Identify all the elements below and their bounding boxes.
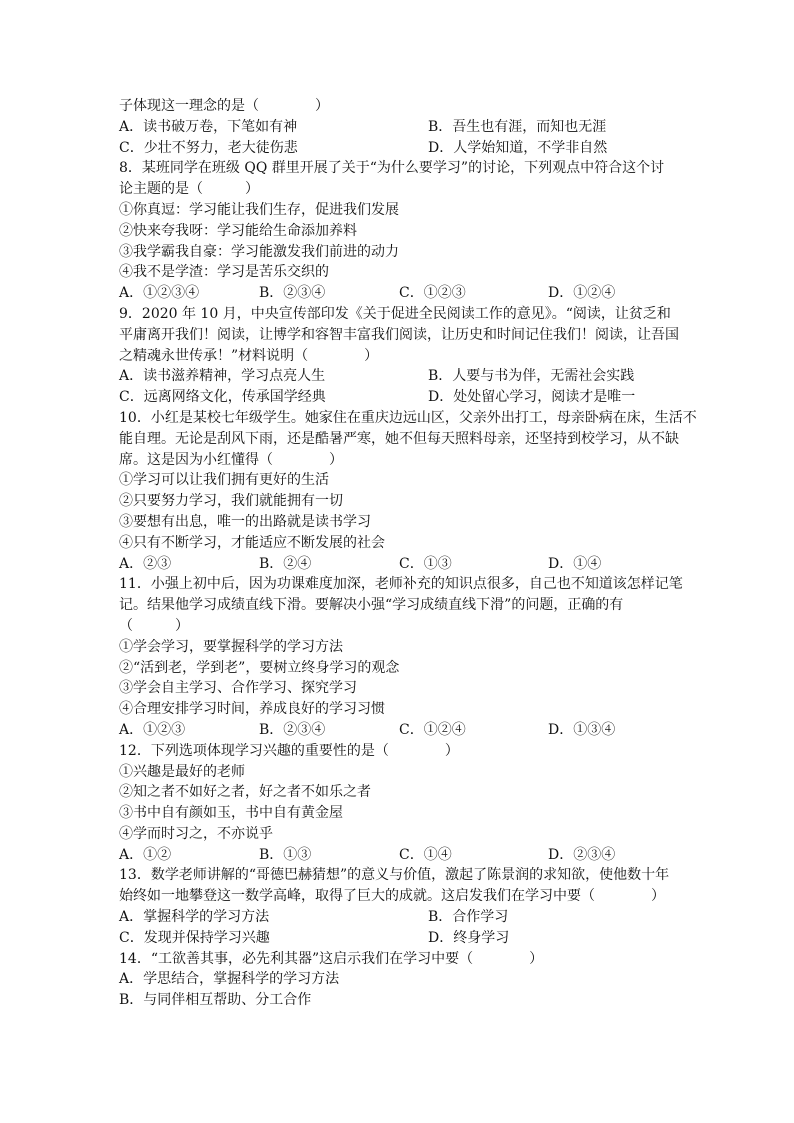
text-line: 始终如一地攀登这一数学高峰，取得了巨大的成就。这启发我们在学习中要（ ） — [119, 888, 665, 905]
answer-options — [119, 554, 679, 575]
answer-option: A．①② — [119, 846, 172, 863]
answer-option: A．读书滋养精神，学习点亮人生 — [119, 368, 326, 385]
answer-option: D．①②④ — [548, 285, 616, 302]
document-page — [119, 96, 697, 1011]
text-line: 8．某班同学在班级 QQ 群里开展了关于“为什么要学习”的讨论，下列观点中符合这个讨 — [119, 160, 665, 177]
answer-option: A．读书破万卷，下笔如有神 — [119, 118, 298, 135]
answer-option: D．①④ — [548, 555, 602, 572]
answer-option: D．①③④ — [548, 721, 616, 738]
text-line: ④合理安排学习时间，养成良好的学习习惯 — [119, 701, 385, 718]
answer-option: D．处处留心学习，阅读才是唯一 — [428, 389, 636, 406]
text-line: 之精魂永世传承！”材料说明（ ） — [119, 347, 379, 364]
answer-option: C．①④ — [399, 846, 452, 863]
text-line: ①你真逗：学习能让我们生存，促进我们发展 — [119, 201, 399, 218]
text-line: ②“活到老，学到老”，要树立终身学习的观念 — [119, 659, 400, 676]
answer-option: A．①②③④ — [119, 285, 200, 302]
answer-option: D．②③④ — [548, 846, 616, 863]
text-line: ③我学霸我自豪：学习能激发我们前进的动力 — [119, 243, 399, 260]
text-line: ①学会学习，要掌握科学的学习方法 — [119, 638, 343, 655]
text-line: ③书中自有颜如玉，书中自有黄金屋 — [119, 805, 343, 822]
text-line: 11．小强上初中后，因为功课难度加深，老师补充的知识点很多，自己也不知道该怎样记笔 — [119, 576, 683, 593]
answer-option: B．人要与书为伴，无需社会实践 — [428, 368, 635, 385]
answer-option: B．合作学习 — [428, 909, 509, 926]
answer-options — [119, 117, 679, 138]
answer-option: B．①③ — [259, 846, 312, 863]
text-line: 记。结果他学习成绩直线下滑。要解决小强“学习成绩直线下滑”的问题，正确的有 — [119, 597, 624, 614]
text-line: A．学思结合，掌握科学的学习方法 — [119, 971, 340, 988]
text-line: ④我不是学渣：学习是苦乐交织的 — [119, 264, 329, 281]
answer-option: C．①②④ — [399, 721, 466, 738]
text-line: 平庸离开我们！阅读，让博学和容智丰富我们阅读，让历史和时间记住我们！阅读，让吾国 — [119, 326, 679, 343]
answer-options — [119, 366, 679, 387]
answer-options — [119, 928, 679, 949]
answer-option: C．发现并保持学习兴趣 — [119, 929, 270, 946]
text-line: ①学习可以让我们拥有更好的生活 — [119, 472, 329, 489]
answer-options — [119, 907, 679, 928]
answer-options — [119, 387, 679, 408]
text-line: B．与同伴相互帮助、分工合作 — [119, 992, 312, 1009]
answer-option: A．掌握科学的学习方法 — [119, 909, 270, 926]
answer-option: D．终身学习 — [428, 929, 510, 946]
answer-option: C．少壮不努力，老大徒伤悲 — [119, 139, 298, 156]
text-line: ②只要努力学习，我们就能拥有一切 — [119, 493, 343, 510]
text-line: 子体现这一理念的是（ ） — [119, 98, 329, 114]
answer-option: A．①②③ — [119, 721, 186, 738]
text-line: 13．数学老师讲解的“哥德巴赫猜想”的意义与价值，激起了陈景润的求知欲，使他数十年 — [119, 867, 670, 884]
answer-option: C．远离网络文化，传承国学经典 — [119, 389, 326, 406]
text-line: 9．2020 年 10 月，中央宣传部印发《关于促进全民阅读工作的意见》。“阅读，让贫乏和 — [119, 305, 671, 322]
text-line: 能自理。无论是刮风下雨，还是酷暑严寒，她不但每天照料母亲，还坚持到校学习，从不缺 — [119, 430, 679, 447]
answer-option: B．吾生也有涯，而知也无涯 — [428, 118, 607, 135]
text-line: 12．下列选项体现学习兴趣的重要性的是（ ） — [119, 742, 459, 759]
text-line: ①兴趣是最好的老师 — [119, 763, 245, 780]
answer-options — [119, 138, 679, 159]
answer-options — [119, 720, 679, 741]
answer-option: C．①③ — [399, 555, 452, 572]
text-line: （ ） — [119, 617, 189, 634]
answer-option: A．②③ — [119, 555, 172, 572]
answer-option: B．②③④ — [259, 721, 326, 738]
text-line: ④只有不断学习，才能适应不断发展的社会 — [119, 534, 385, 551]
text-line: 论主题的是（ ） — [119, 181, 259, 198]
answer-options — [119, 283, 679, 304]
text-line: ②快来夸我呀：学习能给生命添加养料 — [119, 222, 357, 239]
text-line: 14．“工欲善其事，必先利其器”这启示我们在学习中要（ ） — [119, 950, 544, 967]
answer-options — [119, 845, 679, 866]
text-line: ④学而时习之，不亦说乎 — [119, 825, 273, 842]
text-line: 10．小红是某校七年级学生。她家住在重庆边远山区，父亲外出打工，母亲卧病在床，生活不 — [119, 409, 697, 426]
answer-option: C．①②③ — [399, 285, 466, 302]
text-line: ③要想有出息，唯一的出路就是读书学习 — [119, 513, 371, 530]
answer-option: B．②④ — [259, 555, 312, 572]
text-line: ③学会自主学习、合作学习、探究学习 — [119, 680, 357, 697]
text-line: 席。这是因为小红懂得（ ） — [119, 451, 343, 468]
answer-option: D．人学始知道，不学非自然 — [428, 139, 608, 156]
answer-option: B．②③④ — [259, 285, 326, 302]
text-line: ②知之者不如好之者，好之者不如乐之者 — [119, 784, 371, 801]
